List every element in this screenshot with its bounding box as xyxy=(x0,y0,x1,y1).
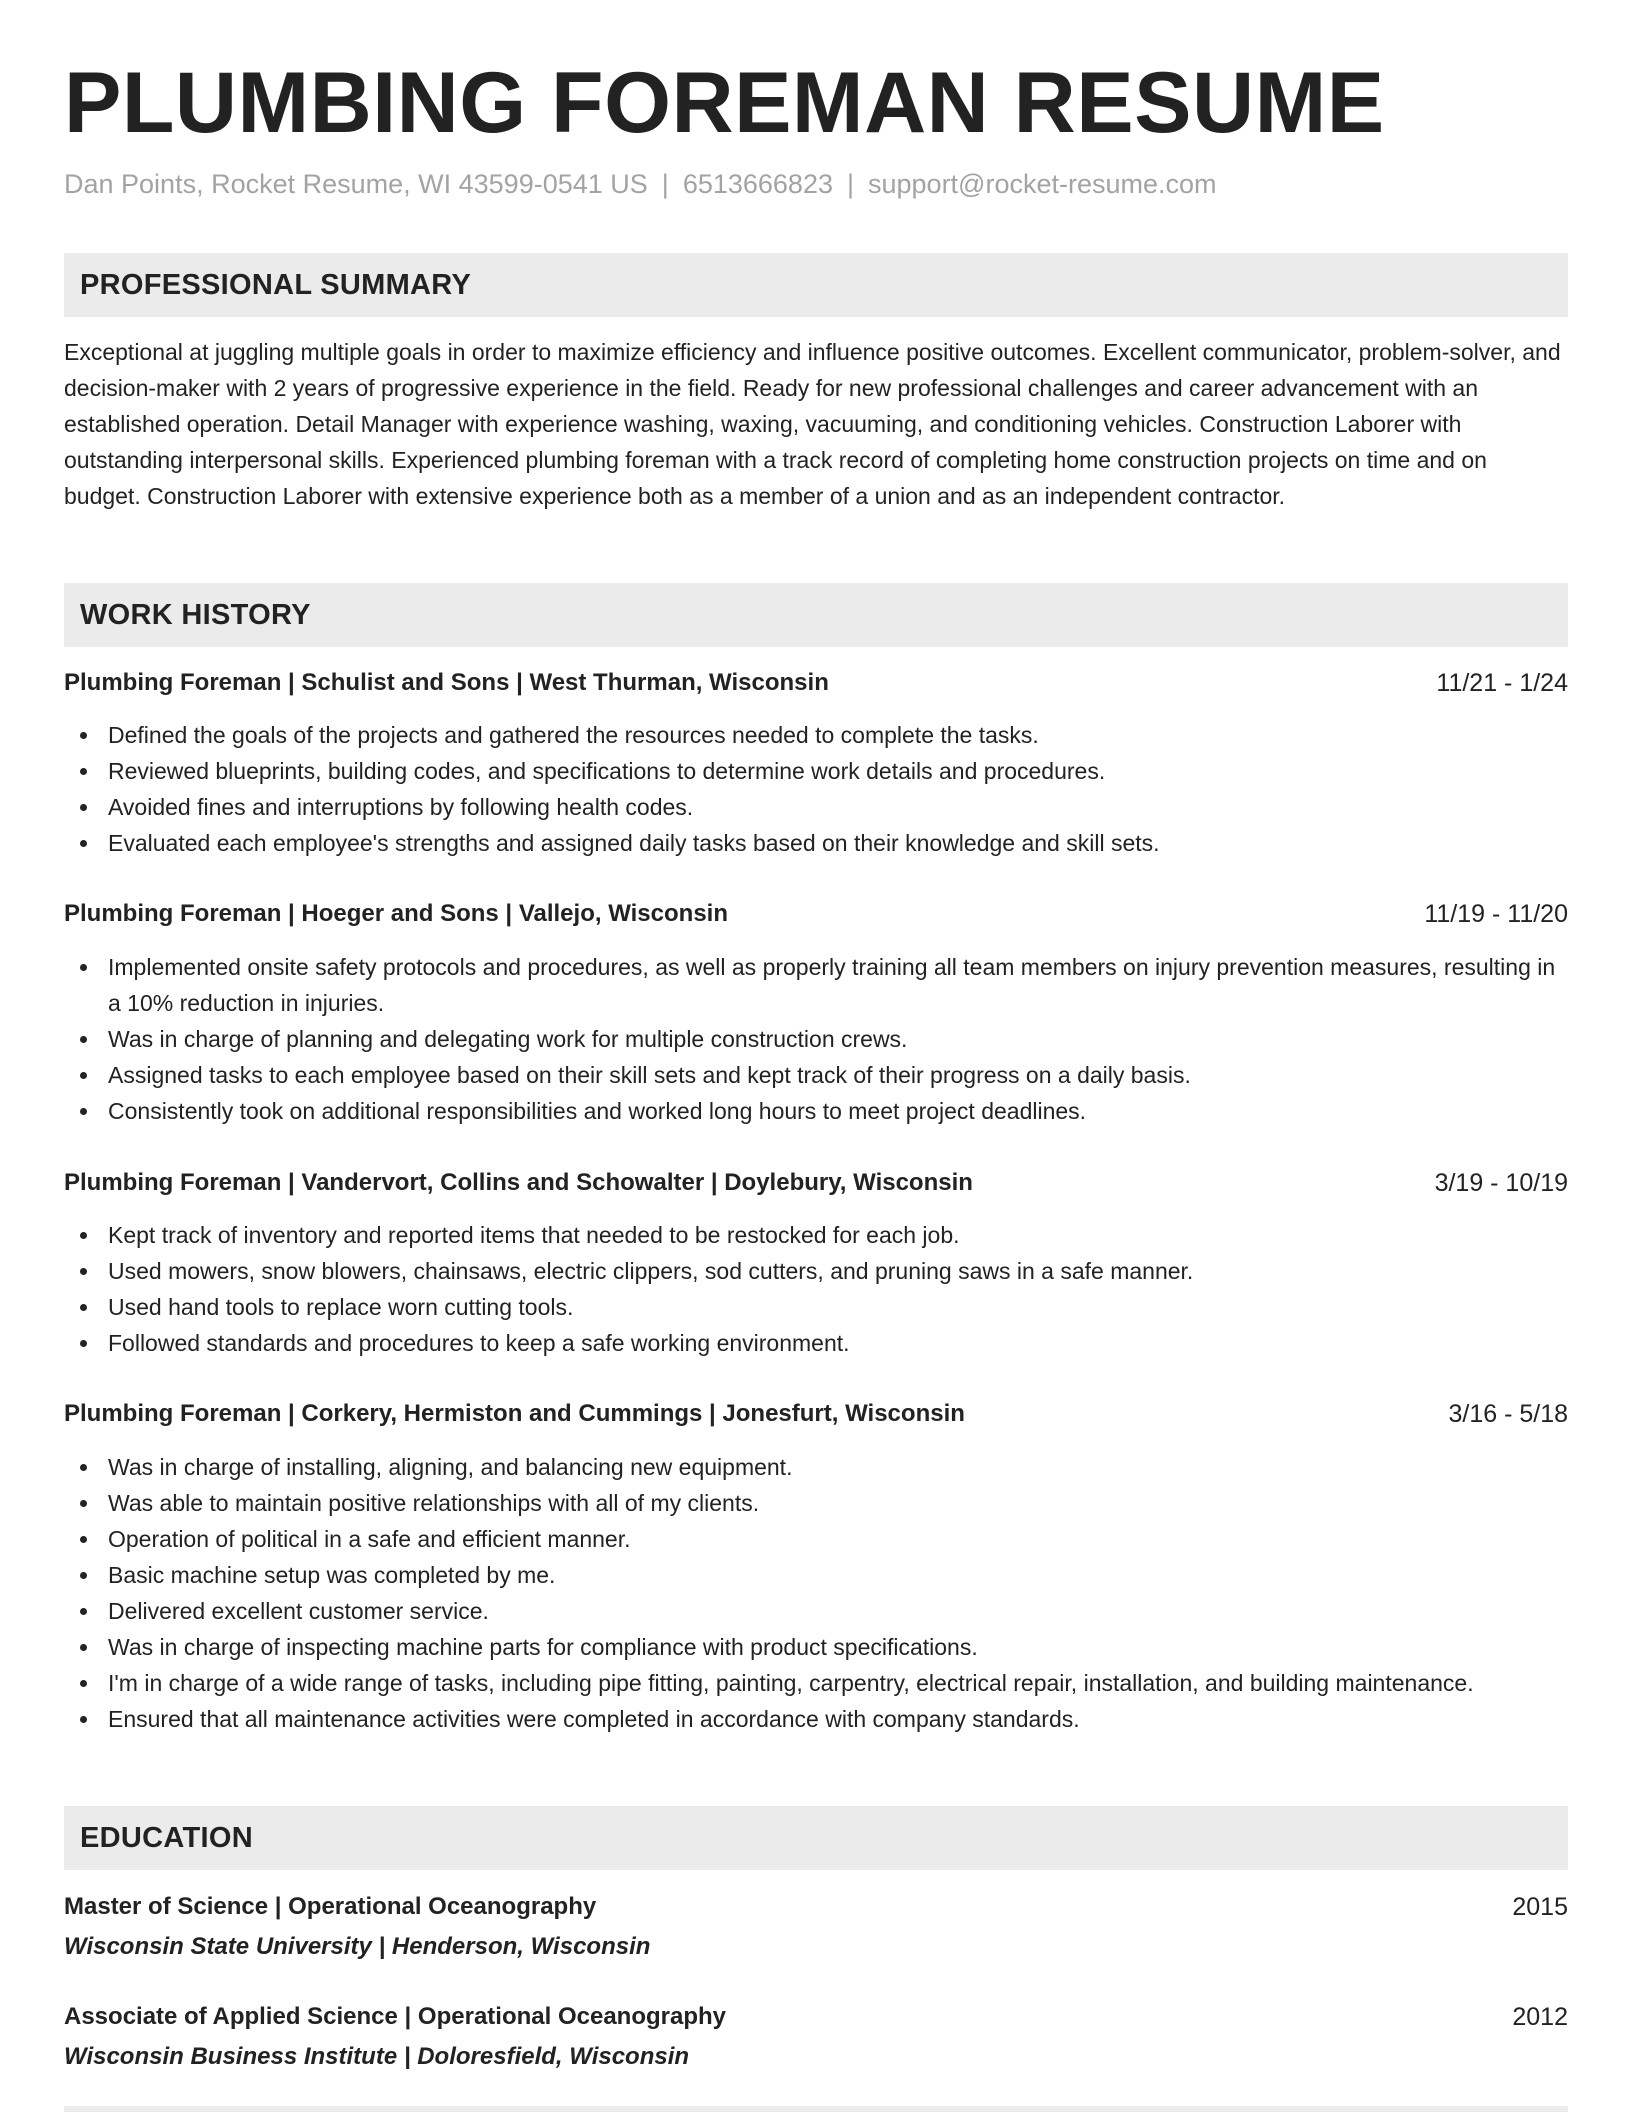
summary-paragraph: Exceptional at juggling multiple goals in order to maximize efficiency and influence positive outcomes. Excellent communicator, problem-solver, and decision-maker with 2 years of progressive experience in the field. Ready for new professional challenges and career advancement with an established operation. Detail Manager with experience washing, waxing, vacuuming, and conditioning vehicles. Construction Laborer with outstanding interpersonal skills. Experienced plumbing foreman with a track record of completing home construction projects on time and on budget. Construction Laborer with extensive experience both as a member of a union and as an independent contractor. xyxy=(64,339,1561,509)
job-title: Plumbing Foreman | Corkery, Hermiston and Cummings | Jonesfurt, Wisconsin xyxy=(64,1400,965,1427)
job-dates: 3/19 - 10/19 xyxy=(1434,1169,1568,1197)
job-bullet: Ensured that all maintenance activities were completed in accordance with company standards. xyxy=(64,1701,1568,1737)
resume-title: PLUMBING FOREMAN RESUME xyxy=(64,55,1385,151)
job-title: Plumbing Foreman | Schulist and Sons | West Thurman, Wisconsin xyxy=(64,669,829,696)
job-bullet: Assigned tasks to each employee based on their skill sets and kept track of their progress on a daily basis. xyxy=(64,1057,1568,1093)
job-dates: 11/19 - 11/20 xyxy=(1424,900,1568,928)
education-degree: Master of Science | Operational Oceanography xyxy=(64,1893,597,1920)
job-bullet: I'm in charge of a wide range of tasks, including pipe fitting, painting, carpentry, electrical repair, installation, and building maintenance. xyxy=(64,1665,1568,1701)
job-bullet: Delivered excellent customer service. xyxy=(64,1593,1568,1629)
job-bullet: Avoided fines and interruptions by following health codes. xyxy=(64,789,1568,825)
contact-separator: | xyxy=(846,169,854,199)
education-year: 2012 xyxy=(1512,2003,1568,2031)
job-bullets xyxy=(64,717,1568,861)
job-bullet: Consistently took on additional responsibilities and worked long hours to meet project deadlines. xyxy=(64,1093,1568,1129)
job-bullet: Defined the goals of the projects and gathered the resources needed to complete the tasks. xyxy=(64,717,1568,753)
job-bullet: Was in charge of inspecting machine parts for compliance with product specifications. xyxy=(64,1629,1568,1665)
work-history-section-heading xyxy=(64,583,1568,647)
job-bullet: Used hand tools to replace worn cutting tools. xyxy=(64,1289,1568,1325)
job-bullet: Evaluated each employee's strengths and assigned daily tasks based on their knowledge and skill sets. xyxy=(64,825,1568,861)
education-section-heading xyxy=(64,1806,1568,1870)
job-bullet: Kept track of inventory and reported items that needed to be restocked for each job. xyxy=(64,1217,1568,1253)
job-bullet: Followed standards and procedures to keep a safe working environment. xyxy=(64,1325,1568,1361)
job-bullet: Reviewed blueprints, building codes, and specifications to determine work details and procedures. xyxy=(64,753,1568,789)
job-bullet: Was able to maintain positive relationships with all of my clients. xyxy=(64,1485,1568,1521)
work-history-heading-text: WORK HISTORY xyxy=(80,599,311,631)
contact-line xyxy=(64,166,1217,202)
education-school: Wisconsin Business Institute | Doloresfield, Wisconsin xyxy=(64,2043,690,2070)
job-bullet: Was in charge of planning and delegating work for multiple construction crews. xyxy=(64,1021,1568,1057)
job-bullets xyxy=(64,949,1568,1129)
contact-address: Dan Points, Rocket Resume, WI 43599-0541 US xyxy=(64,169,648,199)
education-year: 2015 xyxy=(1512,1893,1568,1921)
job-bullets xyxy=(64,1449,1568,1737)
job-bullets xyxy=(64,1217,1568,1361)
summary-section-heading xyxy=(64,253,1568,317)
job-dates: 3/16 - 5/18 xyxy=(1448,1400,1568,1428)
job-title: Plumbing Foreman | Hoeger and Sons | Vallejo, Wisconsin xyxy=(64,900,728,927)
job-dates: 11/21 - 1/24 xyxy=(1436,669,1568,697)
job-bullet: Implemented onsite safety protocols and procedures, as well as properly training all team members on injury prevention measures, resulting in a 10% reduction in injuries. xyxy=(64,949,1568,1021)
contact-email: support@rocket-resume.com xyxy=(868,169,1217,199)
section-divider xyxy=(64,2106,1568,2112)
job-bullet: Operation of political in a safe and efficient manner. xyxy=(64,1521,1568,1557)
education-school: Wisconsin State University | Henderson, Wisconsin xyxy=(64,1933,651,1960)
summary-heading-text: PROFESSIONAL SUMMARY xyxy=(80,269,472,301)
job-title: Plumbing Foreman | Vandervort, Collins and Schowalter | Doylebury, Wisconsin xyxy=(64,1169,973,1196)
job-bullet: Used mowers, snow blowers, chainsaws, electric clippers, sod cutters, and pruning saws in a safe manner. xyxy=(64,1253,1568,1289)
job-bullet: Basic machine setup was completed by me. xyxy=(64,1557,1568,1593)
education-heading-text: EDUCATION xyxy=(80,1822,253,1854)
contact-separator: | xyxy=(661,169,669,199)
contact-phone: 6513666823 xyxy=(682,169,833,199)
job-bullet: Was in charge of installing, aligning, and balancing new equipment. xyxy=(64,1449,1568,1485)
education-degree: Associate of Applied Science | Operational Oceanography xyxy=(64,2003,727,2030)
